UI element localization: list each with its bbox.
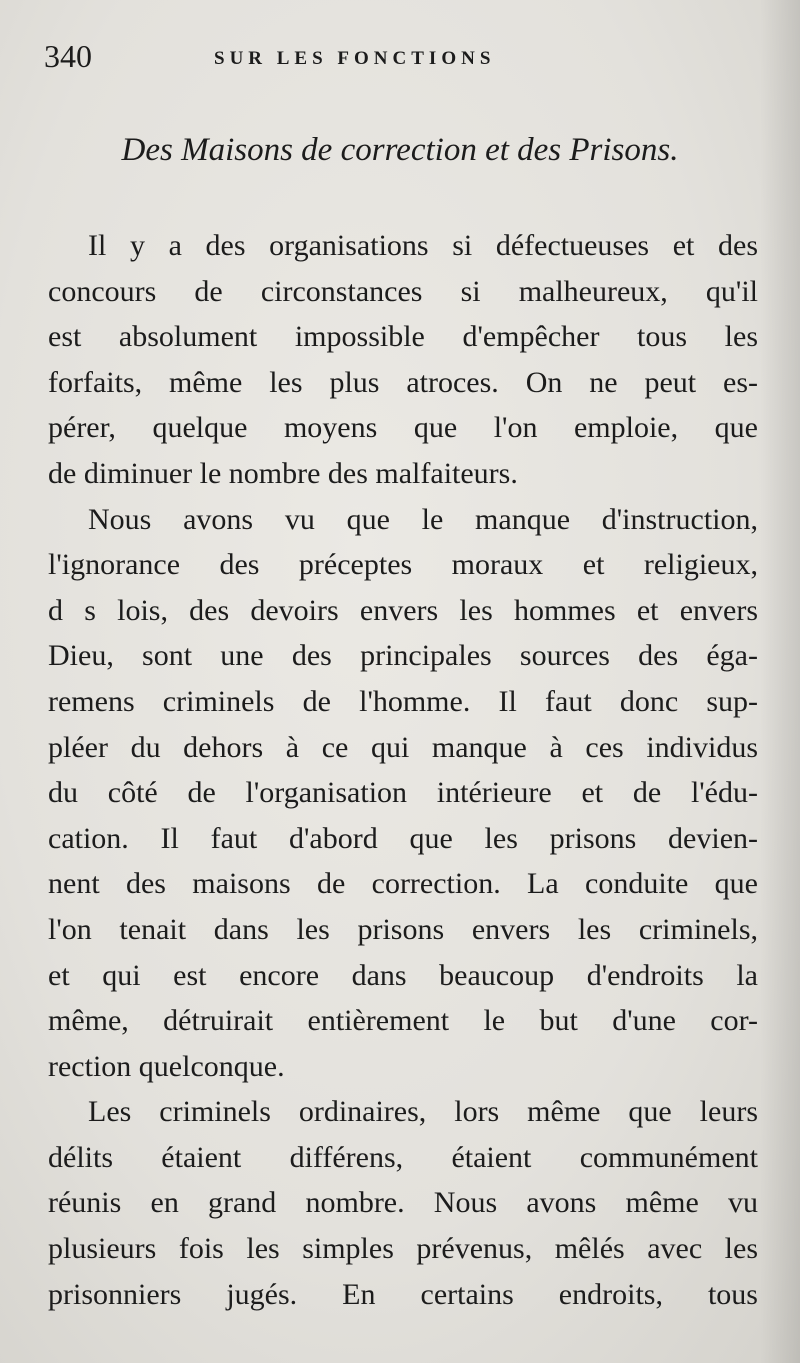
text-line: Les criminels ordinaires, lors même que leurs: [88, 1095, 758, 1129]
text-line: Nous avons vu que le manque d'instruction,: [88, 502, 758, 536]
section-title: Des Maisons de correction et des Prisons.: [121, 132, 679, 168]
running-head: SUR LES FONCTIONS: [214, 48, 496, 69]
text-line: est absolument impossible d'empêcher tous les: [48, 320, 758, 354]
text-line: cation. Il faut d'abord que les prisons devien-: [48, 821, 758, 855]
text-line: concours de circonstances si malheureux, qu'il: [48, 274, 758, 308]
page-number: 340: [44, 38, 92, 74]
text-line: Il y a des organisations si défectueuses et des: [88, 229, 758, 262]
text-line: l'on tenait dans les prisons envers les criminels,: [48, 912, 758, 946]
paragraph: [48, 223, 758, 497]
text-line: pléer du dehors à ce qui manque à ces individus: [48, 730, 758, 764]
paragraph: [48, 497, 758, 1090]
body-text: [48, 223, 758, 1317]
text-line: rection quelconque.: [48, 1049, 285, 1083]
text-line: réunis en grand nombre. Nous avons même vu: [48, 1186, 758, 1220]
text-line: prisonniers jugés. En certains endroits, tous: [48, 1277, 758, 1311]
page-header: [44, 38, 754, 88]
text-line: de diminuer le nombre des malfaiteurs.: [48, 456, 518, 490]
text-line: et qui est encore dans beaucoup d'endroits la: [48, 958, 758, 992]
text-line: délits étaient différens, étaient communément: [48, 1140, 758, 1174]
paragraph: [48, 1089, 758, 1317]
text-line: du côté de l'organisation intérieure et de l'édu-: [48, 776, 758, 810]
text-line: d s lois, des devoirs envers les hommes et envers: [48, 593, 758, 627]
text-line: Dieu, sont une des principales sources des éga-: [48, 639, 758, 673]
text-line: même, détruirait entièrement le but d'une cor-: [48, 1004, 758, 1038]
text-line: nent des maisons de correction. La conduite que: [48, 867, 758, 901]
text-line: remens criminels de l'homme. Il faut donc sup-: [48, 684, 758, 718]
text-line: forfaits, même les plus atroces. On ne peut es-: [48, 365, 758, 399]
text-line: pérer, quelque moyens que l'on emploie, que: [48, 411, 758, 445]
text-line: l'ignorance des préceptes moraux et religieux,: [48, 548, 758, 582]
text-line: plusieurs fois les simples prévenus, mêlés avec les: [48, 1232, 758, 1266]
